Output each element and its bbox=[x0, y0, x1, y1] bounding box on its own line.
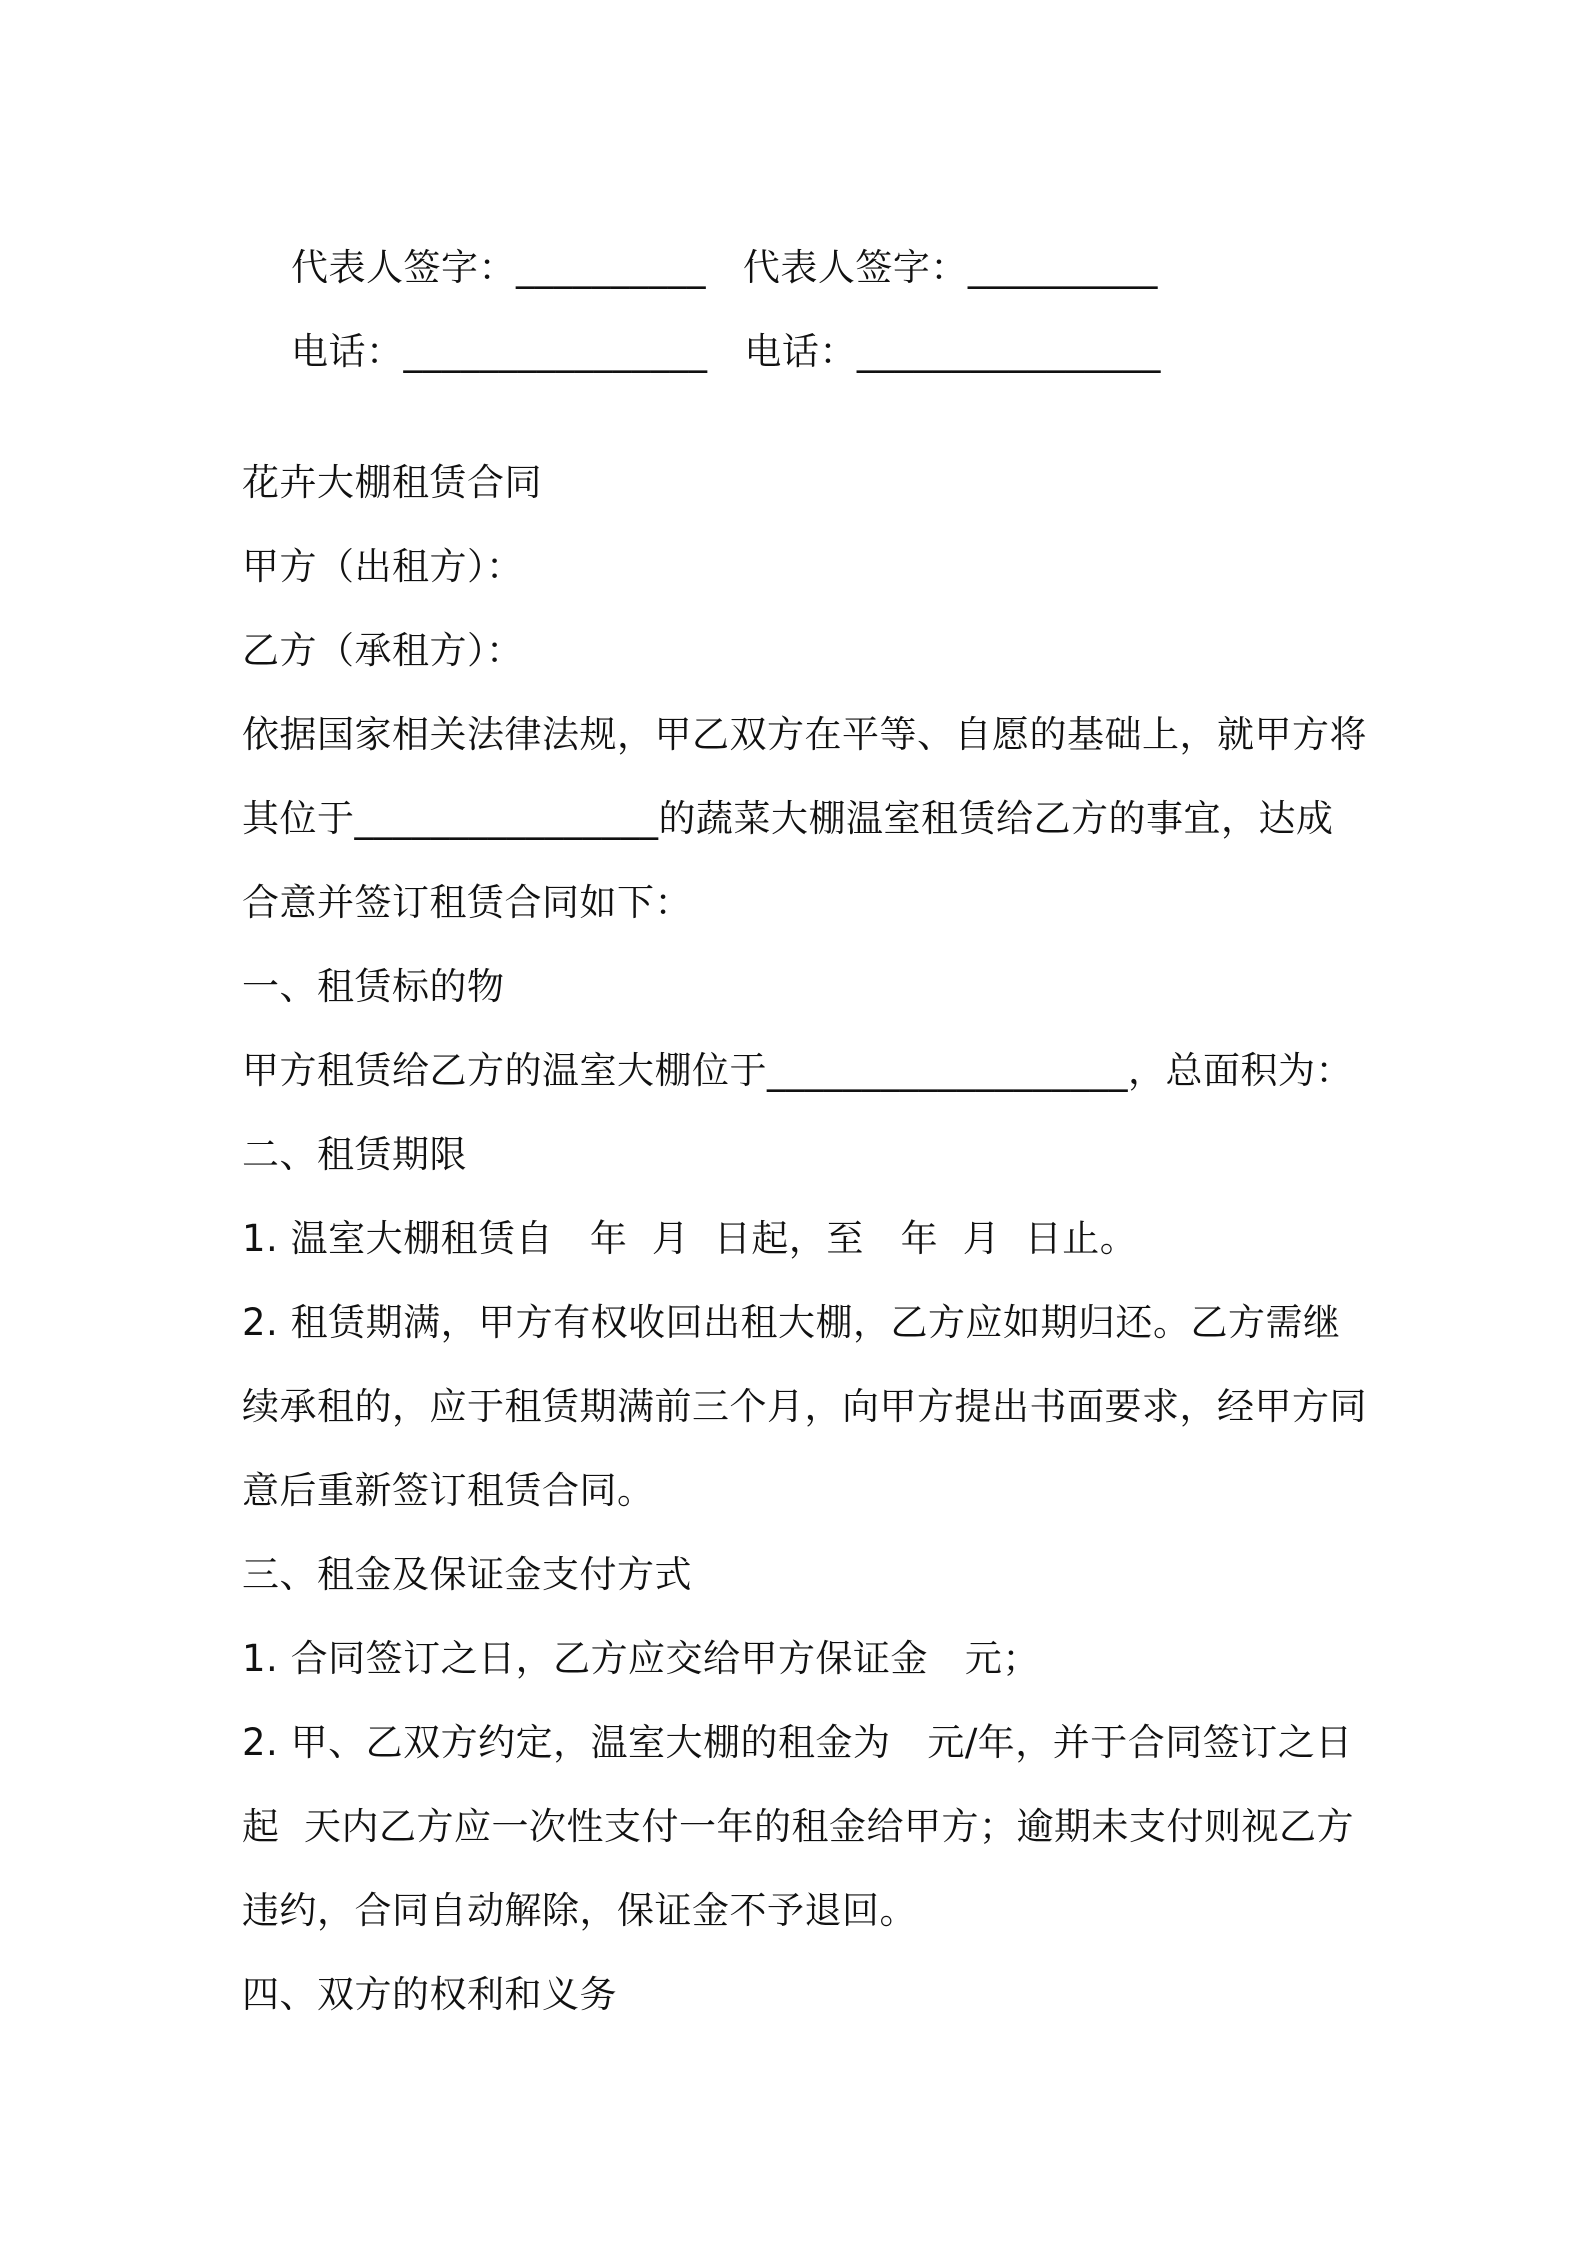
paragraph-line: 续承租的，应于租赁期满前三个月，向甲方提出书面要求，经甲方同 bbox=[242, 1385, 1367, 1428]
document-title: 花卉大棚租赁合同 bbox=[242, 461, 542, 504]
section-heading: 二、租赁期限 bbox=[242, 1133, 467, 1176]
paragraph-line: 1. 温室大棚租赁自 年 月 日起，至 年 月 日止。 bbox=[242, 1217, 1138, 1260]
phone-row bbox=[242, 296, 1161, 407]
phone-b: 电话：________________ bbox=[744, 330, 1161, 373]
paragraph-line: 起 天内乙方应一次性支付一年的租金给甲方；逾期未支付则视乙方 bbox=[242, 1805, 1355, 1848]
section-heading: 三、租金及保证金支付方式 bbox=[242, 1553, 692, 1596]
paragraph-line: 违约，合同自动解除，保证金不予退回。 bbox=[242, 1889, 917, 1932]
preamble-line: 其位于________________的蔬菜大棚温室租赁给乙方的事宜，达成 bbox=[242, 797, 1334, 840]
paragraph-line: 2. 甲、乙双方约定，温室大棚的租金为 元/年，并于合同签订之日 bbox=[242, 1721, 1353, 1764]
representative-signature-b: 代表人签字：__________ bbox=[742, 246, 1158, 289]
party-a-line: 甲方（出租方）： bbox=[242, 545, 524, 588]
paragraph-line: 甲方租赁给乙方的温室大棚位于___________________，总面积为： bbox=[242, 1049, 1353, 1092]
preamble-line: 合意并签订租赁合同如下： bbox=[242, 881, 692, 924]
paragraph-line: 1. 合同签订之日，乙方应交给甲方保证金 元； bbox=[242, 1637, 1040, 1680]
phone-a: 电话：________________ bbox=[291, 330, 708, 373]
paragraph-line: 2. 租赁期满，甲方有权收回出租大棚，乙方应如期归还。乙方需继 bbox=[242, 1301, 1341, 1344]
party-b-line: 乙方（承租方）： bbox=[242, 629, 524, 672]
paragraph-line: 意后重新签订租赁合同。 bbox=[242, 1469, 655, 1512]
section-heading: 一、租赁标的物 bbox=[242, 965, 505, 1008]
section-heading: 四、双方的权利和义务 bbox=[242, 1973, 617, 2016]
representative-signature-a: 代表人签字：__________ bbox=[291, 246, 707, 289]
preamble-line: 依据国家相关法律法规，甲乙双方在平等、自愿的基础上，就甲方将 bbox=[242, 713, 1367, 756]
